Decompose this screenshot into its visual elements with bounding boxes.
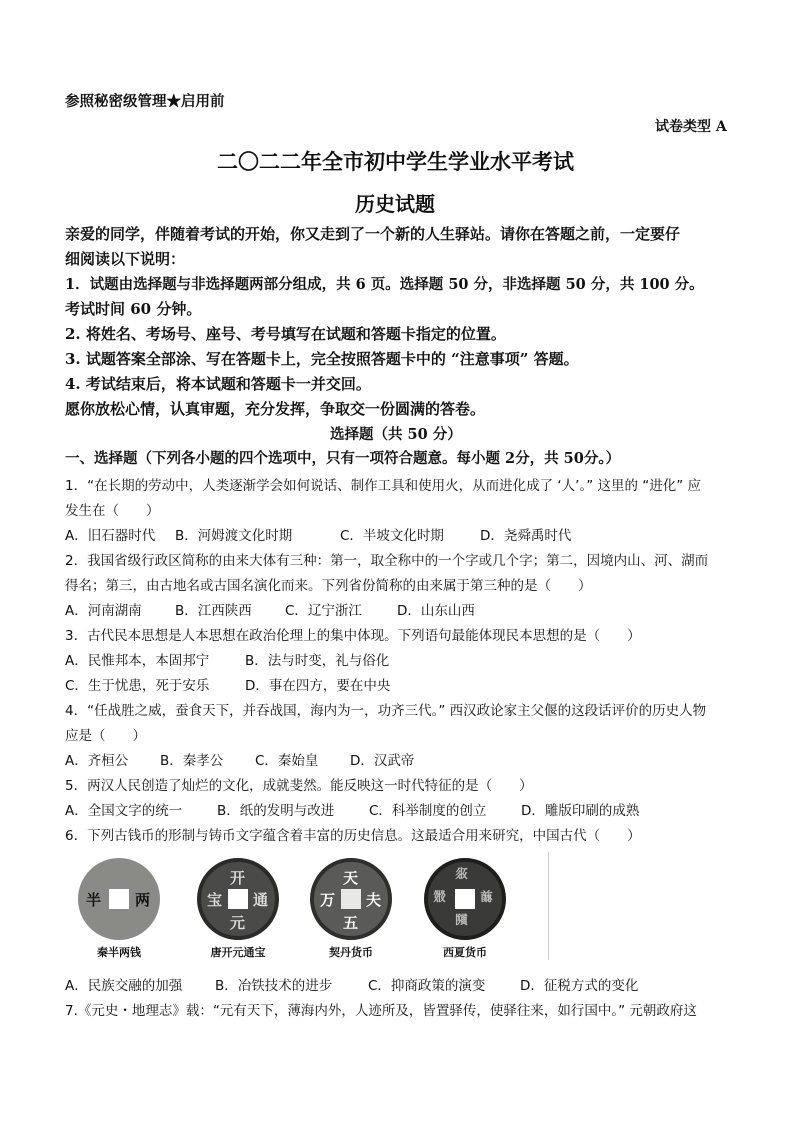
coin-char: 夫 bbox=[366, 891, 382, 909]
coin-label: 西夏货币 bbox=[443, 946, 487, 959]
coin-label: 契丹货币 bbox=[329, 946, 373, 959]
intro-line-2: 细阅读以下说明： bbox=[65, 250, 186, 268]
q2-option-a: A．河南湖南 bbox=[65, 603, 142, 619]
coin-char: 通 bbox=[253, 891, 269, 909]
coin-char: 五 bbox=[343, 914, 359, 932]
coin-char: 𗓽 bbox=[480, 890, 494, 905]
q6-option-b: B．冶铁技术的进步 bbox=[215, 978, 333, 994]
q5-option-d: D．雕版印刷的成熟 bbox=[521, 803, 640, 819]
coin-char: 𗂧 bbox=[455, 913, 469, 928]
q2-option-d: D．山东山西 bbox=[397, 603, 475, 619]
coin-kaiyuan-tongbao bbox=[197, 858, 279, 940]
q2-options bbox=[65, 599, 475, 619]
q2-line-1: 2．我国省级行政区简称的由来大体有三种：第一，取全称中的一个字或几个字；第二，因境内山、河、湖而 bbox=[65, 553, 709, 569]
q2-line-2: 得名；第三，由古地名或古国名演化而来。下列省份简称的由来属于第三种的是（ ） bbox=[65, 578, 592, 594]
coin-char: 元 bbox=[230, 914, 246, 932]
q4-line-1: 4．“任战胜之威，蚕食天下，并吞战国，海内为一，功齐三代。” 西汉政论家主父偃的这段话评价的历史人物 bbox=[65, 703, 707, 719]
q1-line-1: 1．“在长期的劳动中，人类逐渐学会如何说话、制作工具和使用火，从而进化成了 ‘人’。” 这里的 “进化” 应 bbox=[65, 478, 702, 494]
q6-options bbox=[65, 974, 638, 994]
q4-option-b: B．秦孝公 bbox=[160, 753, 224, 769]
q2-option-c: C．辽宁浙江 bbox=[285, 603, 362, 619]
q3-option-c: C．生于忧患，死于安乐 bbox=[65, 678, 210, 694]
q1-line-2: 发生在（ ） bbox=[65, 503, 160, 519]
exam-subtitle: 历史试题 bbox=[355, 192, 435, 216]
coin-label: 唐开元通宝 bbox=[210, 946, 266, 959]
q5-option-b: B．纸的发明与改进 bbox=[217, 803, 335, 819]
coin-label: 秦半两钱 bbox=[97, 946, 141, 959]
q1-option-d: D．尧舜禹时代 bbox=[480, 528, 572, 544]
q1-option-c: C．半坡文化时期 bbox=[340, 528, 444, 544]
q1-option-a: A．旧石器时代 bbox=[65, 528, 156, 544]
q3-option-a: A．民惟邦本，本固邦宁 bbox=[65, 653, 210, 669]
paper-type: 试卷类型 A bbox=[655, 119, 727, 135]
instruction-4: 4. 考试结束后，将本试题和答题卡一并交回。 bbox=[65, 375, 371, 393]
exam-title: 二〇二二年全市初中学生学业水平考试 bbox=[217, 149, 574, 174]
q2-option-b: B．江西陕西 bbox=[175, 603, 252, 619]
coin-char: 开 bbox=[230, 869, 246, 887]
coin-western-xia bbox=[424, 858, 506, 940]
q3-line-1: 3．古代民本思想是人本思想在政治伦理上的集中体现。下列语句最能体现民本思想的是（ ） bbox=[65, 628, 641, 644]
q3-option-d: D．事在四方，要在中央 bbox=[245, 678, 391, 694]
closing-line: 愿你放松心情，认真审题，充分发挥，争取交一份圆满的答卷。 bbox=[65, 400, 486, 418]
figure-divider bbox=[548, 852, 549, 960]
q5-option-c: C．科举制度的创立 bbox=[369, 803, 487, 819]
intro-line-1: 亲爱的同学，伴随着考试的开始，你又走到了一个新的人生驿站。请你在答题之前，一定要仔 bbox=[65, 225, 681, 243]
q3-option-b: B．法与时变，礼与俗化 bbox=[245, 653, 390, 669]
coin-char: 宝 bbox=[207, 891, 223, 909]
q5-option-a: A．全国文字的统一 bbox=[65, 803, 183, 819]
q4-options bbox=[65, 749, 414, 769]
q4-option-a: A．齐桓公 bbox=[65, 753, 129, 769]
secret-level: 参照秘密级管理★启用前 bbox=[65, 93, 225, 110]
coin-char: 𗽃 bbox=[433, 890, 447, 905]
instruction-3: 3. 试题答案全部涂、写在答题卡上，完全按照答题卡中的 “注意事项” 答题。 bbox=[65, 350, 579, 368]
section-title: 选择题（共 50 分） bbox=[330, 426, 462, 443]
q4-line-2: 应是（ ） bbox=[65, 728, 146, 744]
q4-option-c: C．秦始皇 bbox=[255, 753, 319, 769]
q4-option-d: D．汉武帝 bbox=[350, 753, 415, 769]
q1-options bbox=[65, 524, 571, 544]
instruction-1a: 1．试题由选择题与非选择题两部分组成，共 6 页。选择题 50 分，非选择题 50 分，共 100 分。 bbox=[65, 276, 704, 293]
q6-option-c: C．抑商政策的演变 bbox=[368, 978, 486, 994]
q6-option-d: D．征税方式的变化 bbox=[520, 978, 639, 994]
q1-option-b: B．河姆渡文化时期 bbox=[175, 528, 293, 544]
coin-qin-banliang bbox=[78, 858, 160, 940]
q6-line-1: 6．下列古钱币的形制与铸币文字蕴含着丰富的历史信息。这最适合用来研究，中国古代（ ） bbox=[65, 828, 641, 844]
instruction-1b: 考试时间 60 分钟。 bbox=[65, 300, 202, 318]
coin-khitan bbox=[310, 858, 392, 940]
q3-options-row-1 bbox=[65, 649, 389, 669]
instruction-2: 2. 将姓名、考场号、座号、考号填写在试题和答题卡指定的位置。 bbox=[65, 325, 506, 343]
section-heading: 一、选择题（下列各小题的四个选项中，只有一项符合题意。每小题 2分，共 50分。） bbox=[65, 450, 621, 467]
q6-option-a: A．民族交融的加强 bbox=[65, 978, 183, 994]
coin-char: 𗼇 bbox=[455, 867, 469, 882]
q5-options bbox=[65, 799, 639, 819]
q3-options-row-2 bbox=[65, 674, 390, 694]
coin-char: 万 bbox=[320, 891, 336, 909]
q7-line-1: 7.《元史・地理志》载：“元有天下，薄海内外，人迹所及，皆置驿传，使驿往来，如行国中。” 元朝政府这 bbox=[65, 1003, 697, 1019]
coin-char: 两 bbox=[135, 891, 151, 909]
coin-char: 半 bbox=[86, 891, 102, 909]
q5-line-1: 5．两汉人民创造了灿烂的文化，成就斐然。能反映这一时代特征的是（ ） bbox=[65, 778, 533, 794]
coin-char: 天 bbox=[343, 869, 359, 887]
